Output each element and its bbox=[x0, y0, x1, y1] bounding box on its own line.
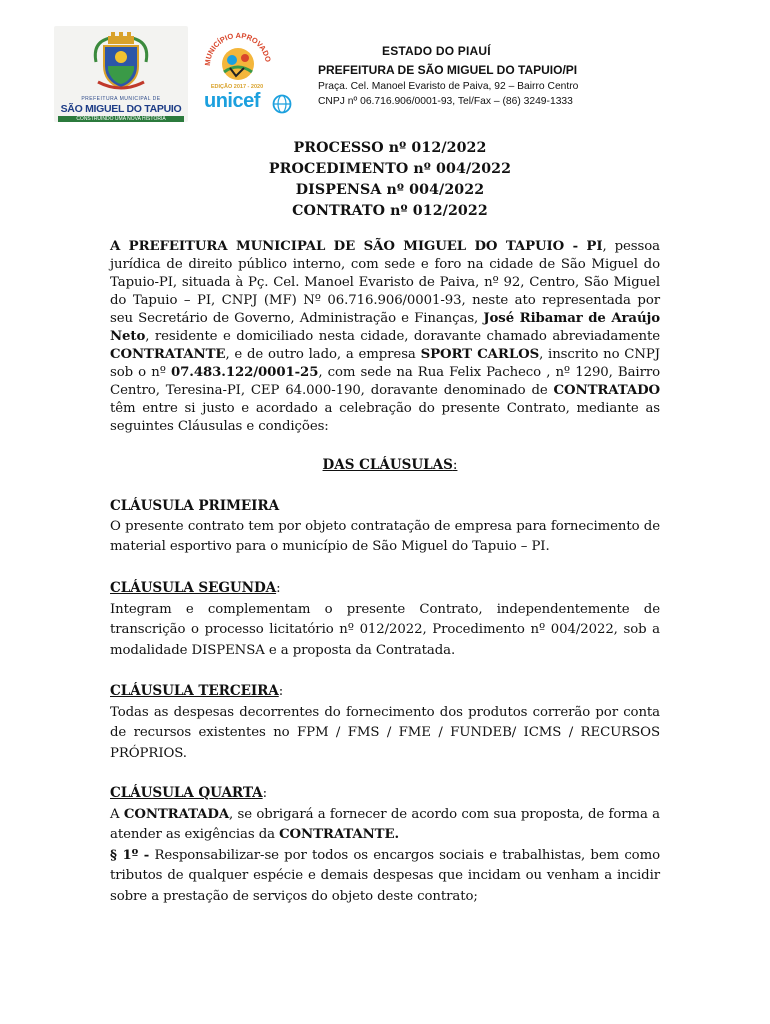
clause-title: CLÁUSULA TERCEIRA bbox=[110, 683, 279, 699]
seal-arc-text: MUNICÍPIO APROVADO bbox=[202, 30, 273, 67]
clause-text-part: A bbox=[110, 806, 124, 822]
unicef-seal bbox=[200, 22, 298, 116]
clause-terceira bbox=[110, 681, 660, 764]
paragraph-text: Responsabilizar-se por todos os encargos sociais e trabalhistas, bem como tributos de qualquer espécie e demais despesas que incidam ou venham a incidir sobre a prestação de serviços do objeto deste contrato; bbox=[110, 847, 660, 904]
intro-text: têm entre si justo e acordado a celebração do presente Contrato, mediante as seguintes Cláusulas e condições: bbox=[110, 401, 660, 434]
contratada-label: CONTRATADA bbox=[123, 806, 230, 822]
prefeitura-address: Praça. Cel. Manoel Evaristo de Paiva, 92 – Bairro Centro bbox=[318, 81, 579, 92]
paragraph-1 bbox=[110, 846, 660, 908]
logo-municipality-name: SÃO MIGUEL DO TAPUIO bbox=[60, 103, 182, 115]
intro-text: , inscrito no CNPJ sob o nº bbox=[110, 347, 660, 380]
clause-quarta bbox=[110, 783, 660, 907]
logo-tagline: CONSTRUINDO UMA NOVA HISTÓRIA bbox=[58, 116, 184, 122]
intro-paragraph bbox=[110, 238, 660, 436]
clauses-heading-text: DAS CLÁUSULAS bbox=[322, 457, 453, 473]
clauses-heading bbox=[0, 457, 770, 473]
seal-edition: EDIÇÃO 2017 - 2020 bbox=[210, 84, 264, 90]
clause-title: CLÁUSULA PRIMEIRA bbox=[110, 498, 280, 514]
unicef-wordmark: unicef bbox=[204, 90, 260, 112]
processo-title: PROCESSO nº 012/2022 bbox=[293, 140, 487, 156]
intro-text: , com sede na Rua Felix Pacheco , nº 1290, Bairro Centro, Teresina-PI, CEP 64.000-190, doravante denominado de bbox=[110, 365, 661, 398]
company-cnpj: 07.483.122/0001-25 bbox=[171, 365, 319, 380]
contratante-label: CONTRATANTE. bbox=[279, 827, 400, 842]
contratante-label: CONTRATANTE bbox=[110, 347, 226, 362]
contrato-title: CONTRATO nº 012/2022 bbox=[292, 203, 488, 219]
clauses-heading-colon: : bbox=[452, 457, 458, 473]
municipio-aprovado-seal-icon bbox=[200, 22, 298, 88]
dispensa-title: DISPENSA nº 004/2022 bbox=[295, 182, 485, 198]
clause-title: CLÁUSULA QUARTA bbox=[110, 785, 263, 801]
clause-segunda bbox=[110, 578, 660, 661]
intro-text: , residente e domiciliado nesta cidade, doravante chamado abreviadamente bbox=[145, 329, 660, 344]
clause-primeira bbox=[110, 496, 660, 558]
process-titles bbox=[0, 138, 770, 222]
clause-title-colon: : bbox=[262, 786, 267, 801]
intro-lead: A PREFEITURA MUNICIPAL DE SÃO MIGUEL DO TAPUIO - PI bbox=[110, 239, 603, 254]
coat-of-arms-icon bbox=[90, 32, 152, 94]
clause-text: Integram e complementam o presente Contrato, independentemente de transcrição o processo licitatório nº 012/2022, Procedimento nº 004/2022, sob a modalidade DISPENSA e a proposta da Contratada. bbox=[110, 601, 660, 658]
secretary-name: José Ribamar de Araújo Neto bbox=[110, 311, 660, 344]
clause-title: CLÁUSULA SEGUNDA bbox=[110, 580, 277, 596]
procedimento-title: PROCEDIMENTO nº 004/2022 bbox=[268, 161, 512, 177]
prefeitura-name: PREFEITURA DE SÃO MIGUEL DO TAPUIO/PI bbox=[318, 63, 578, 77]
intro-text: , pessoa jurídica de direito público interno, com sede e foro na cidade de São Miguel do Tapuio-PI, situada à Pç. Cel. Manoel Evaristo de Paiva, nº 92, Centro, São Miguel do Tapuio – PI, CNPJ (MF) Nº 06.716.906/0001-93, neste ato representada por seu Secretário de Governo, Administração e Finanças, bbox=[110, 239, 660, 326]
clause-title-colon: : bbox=[276, 581, 281, 596]
clause-text-part: , se obrigará a fornecer de acordo com sua proposta, de forma a atender as exigências da bbox=[110, 806, 660, 842]
company-name: SPORT CARLOS bbox=[420, 347, 540, 362]
prefeitura-cnpj-phone: CNPJ nº 06.716.906/0001-93, Tel/Fax – (86) 3249-1333 bbox=[318, 96, 573, 107]
prefeitura-logo bbox=[54, 26, 188, 122]
paragraph-mark: § 1º - bbox=[110, 847, 150, 863]
clause-text: O presente contrato tem por objeto contratação de empresa para fornecimento de material esportivo para o município de São Miguel do Tapuio – PI. bbox=[110, 518, 660, 554]
contratado-label: CONTRATADO bbox=[553, 383, 660, 398]
clause-text: Todas as despesas decorrentes do fornecimento dos produtos correrão por conta de recursos existentes no FPM / FMS / FME / FUNDEB/ ICMS / RECURSOS PRÓPRIOS. bbox=[110, 704, 660, 761]
clause-text bbox=[110, 805, 660, 846]
intro-text: , e de outro lado, a empresa bbox=[225, 347, 421, 362]
logo-small-text: PREFEITURA MUNICIPAL DE bbox=[81, 96, 161, 102]
clause-title-colon: : bbox=[278, 684, 284, 699]
unicef-globe-icon bbox=[272, 94, 292, 114]
state-name: ESTADO DO PIAUÍ bbox=[382, 44, 491, 58]
